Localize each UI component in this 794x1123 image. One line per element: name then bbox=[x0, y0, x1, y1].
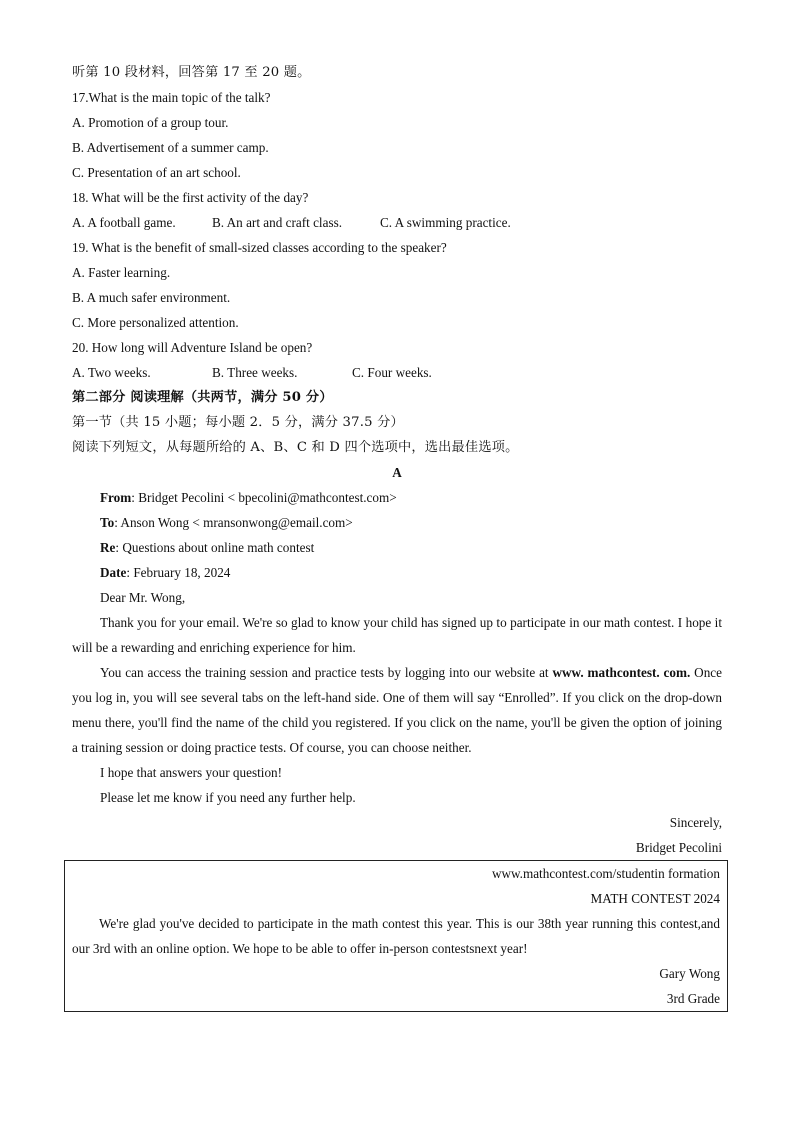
webbox-body: We're glad you've decided to participate in the math contest this year. This is our 38th year running this contest,and our 3rd with an online option. We hope to be able to offer in-person contestsnext year! bbox=[72, 916, 720, 956]
email-paragraph-1: Thank you for your email. We're so glad to know your child has signed up to participate in our math contest. I hope it will be a rewarding and enriching experience for him. bbox=[72, 615, 722, 655]
question-19: 19. What is the benefit of small-sized classes according to the speaker? bbox=[72, 240, 447, 255]
q17-option-a: A. Promotion of a group tour. bbox=[72, 115, 229, 130]
email-to-value: : Anson Wong < mransonwong@email.com> bbox=[114, 515, 353, 530]
reading-part-title: 第二部分 阅读理解（共两节，满分 50 分） bbox=[72, 390, 333, 405]
email-to-label: To bbox=[100, 515, 115, 530]
q19-option-b: B. A much safer environment. bbox=[72, 290, 231, 305]
email-re-value: : Questions about online math contest bbox=[115, 540, 315, 555]
webbox-grade: 3rd Grade bbox=[666, 991, 720, 1006]
email-from-label: From bbox=[100, 490, 132, 505]
email-paragraph-3: I hope that answers your question! bbox=[100, 765, 283, 780]
q20-option-c: C. Four weeks. bbox=[352, 365, 432, 380]
email-salutation: Dear Mr. Wong, bbox=[100, 590, 186, 605]
question-17: 17.What is the main topic of the talk? bbox=[72, 90, 271, 105]
q17-option-b: B. Advertisement of a summer camp. bbox=[72, 140, 269, 155]
q20-option-b: B. Three weeks. bbox=[212, 365, 298, 380]
passage-label: A bbox=[392, 465, 402, 480]
email-p2-start: You can access the training session and practice tests by logging into our website at bbox=[100, 665, 553, 680]
email-date-label: Date bbox=[100, 565, 127, 580]
website-info-box bbox=[64, 860, 728, 1012]
email-re bbox=[72, 535, 722, 560]
website-url: www. mathcontest. com. bbox=[552, 665, 691, 680]
email-date bbox=[72, 560, 722, 585]
email-date-value: : February 18, 2024 bbox=[126, 565, 231, 580]
q19-option-c: C. More personalized attention. bbox=[72, 315, 239, 330]
email-from-value: : Bridget Pecolini < bpecolini@mathcontest.com> bbox=[131, 490, 397, 505]
email-p2-rest: Once you log in, you will see several tabs on the left-hand side. One of them will say “Enrolled”. If you click on the drop-down menu there, you'll find the name of the child you registered. If you click on the name, you'll be given the option of joining a training session or doing practice tests. Of course, you can choose neither. bbox=[72, 665, 722, 755]
q18-options bbox=[72, 210, 722, 235]
q18-option-b: B. An art and craft class. bbox=[212, 215, 343, 230]
q20-option-a: A. Two weeks. bbox=[72, 365, 151, 380]
question-20: 20. How long will Adventure Island be open? bbox=[72, 340, 313, 355]
question-18: 18. What will be the first activity of the day? bbox=[72, 190, 309, 205]
email-from bbox=[72, 485, 722, 510]
webbox-title: MATH CONTEST 2024 bbox=[590, 891, 720, 906]
reading-instruction: 阅读下列短文，从每题所给的 A、B、C 和 D 四个选项中，选出最佳选项。 bbox=[72, 440, 519, 455]
q17-option-c: C. Presentation of an art school. bbox=[72, 165, 241, 180]
email-paragraph-4: Please let me know if you need any further help. bbox=[100, 790, 356, 805]
email-paragraph-2 bbox=[72, 660, 722, 760]
webbox-url: www.mathcontest.com/studentin formation bbox=[491, 866, 720, 881]
webbox-name: Gary Wong bbox=[659, 966, 720, 981]
email-to bbox=[72, 510, 722, 535]
reading-section-title: 第一节（共 15 小题；每小题 2．5 分，满分 37.5 分） bbox=[72, 415, 404, 430]
q20-options bbox=[72, 360, 722, 385]
exam-page bbox=[72, 60, 722, 1012]
email-closing: Sincerely, bbox=[669, 815, 722, 830]
email-signature: Bridget Pecolini bbox=[635, 840, 722, 855]
q18-option-a: A. A football game. bbox=[72, 215, 176, 230]
email-re-label: Re bbox=[100, 540, 116, 555]
q18-option-c: C. A swimming practice. bbox=[380, 215, 511, 230]
listening-instruction: 听第 10 段材料，回答第 17 至 20 题。 bbox=[72, 65, 311, 80]
q19-option-a: A. Faster learning. bbox=[72, 265, 171, 280]
